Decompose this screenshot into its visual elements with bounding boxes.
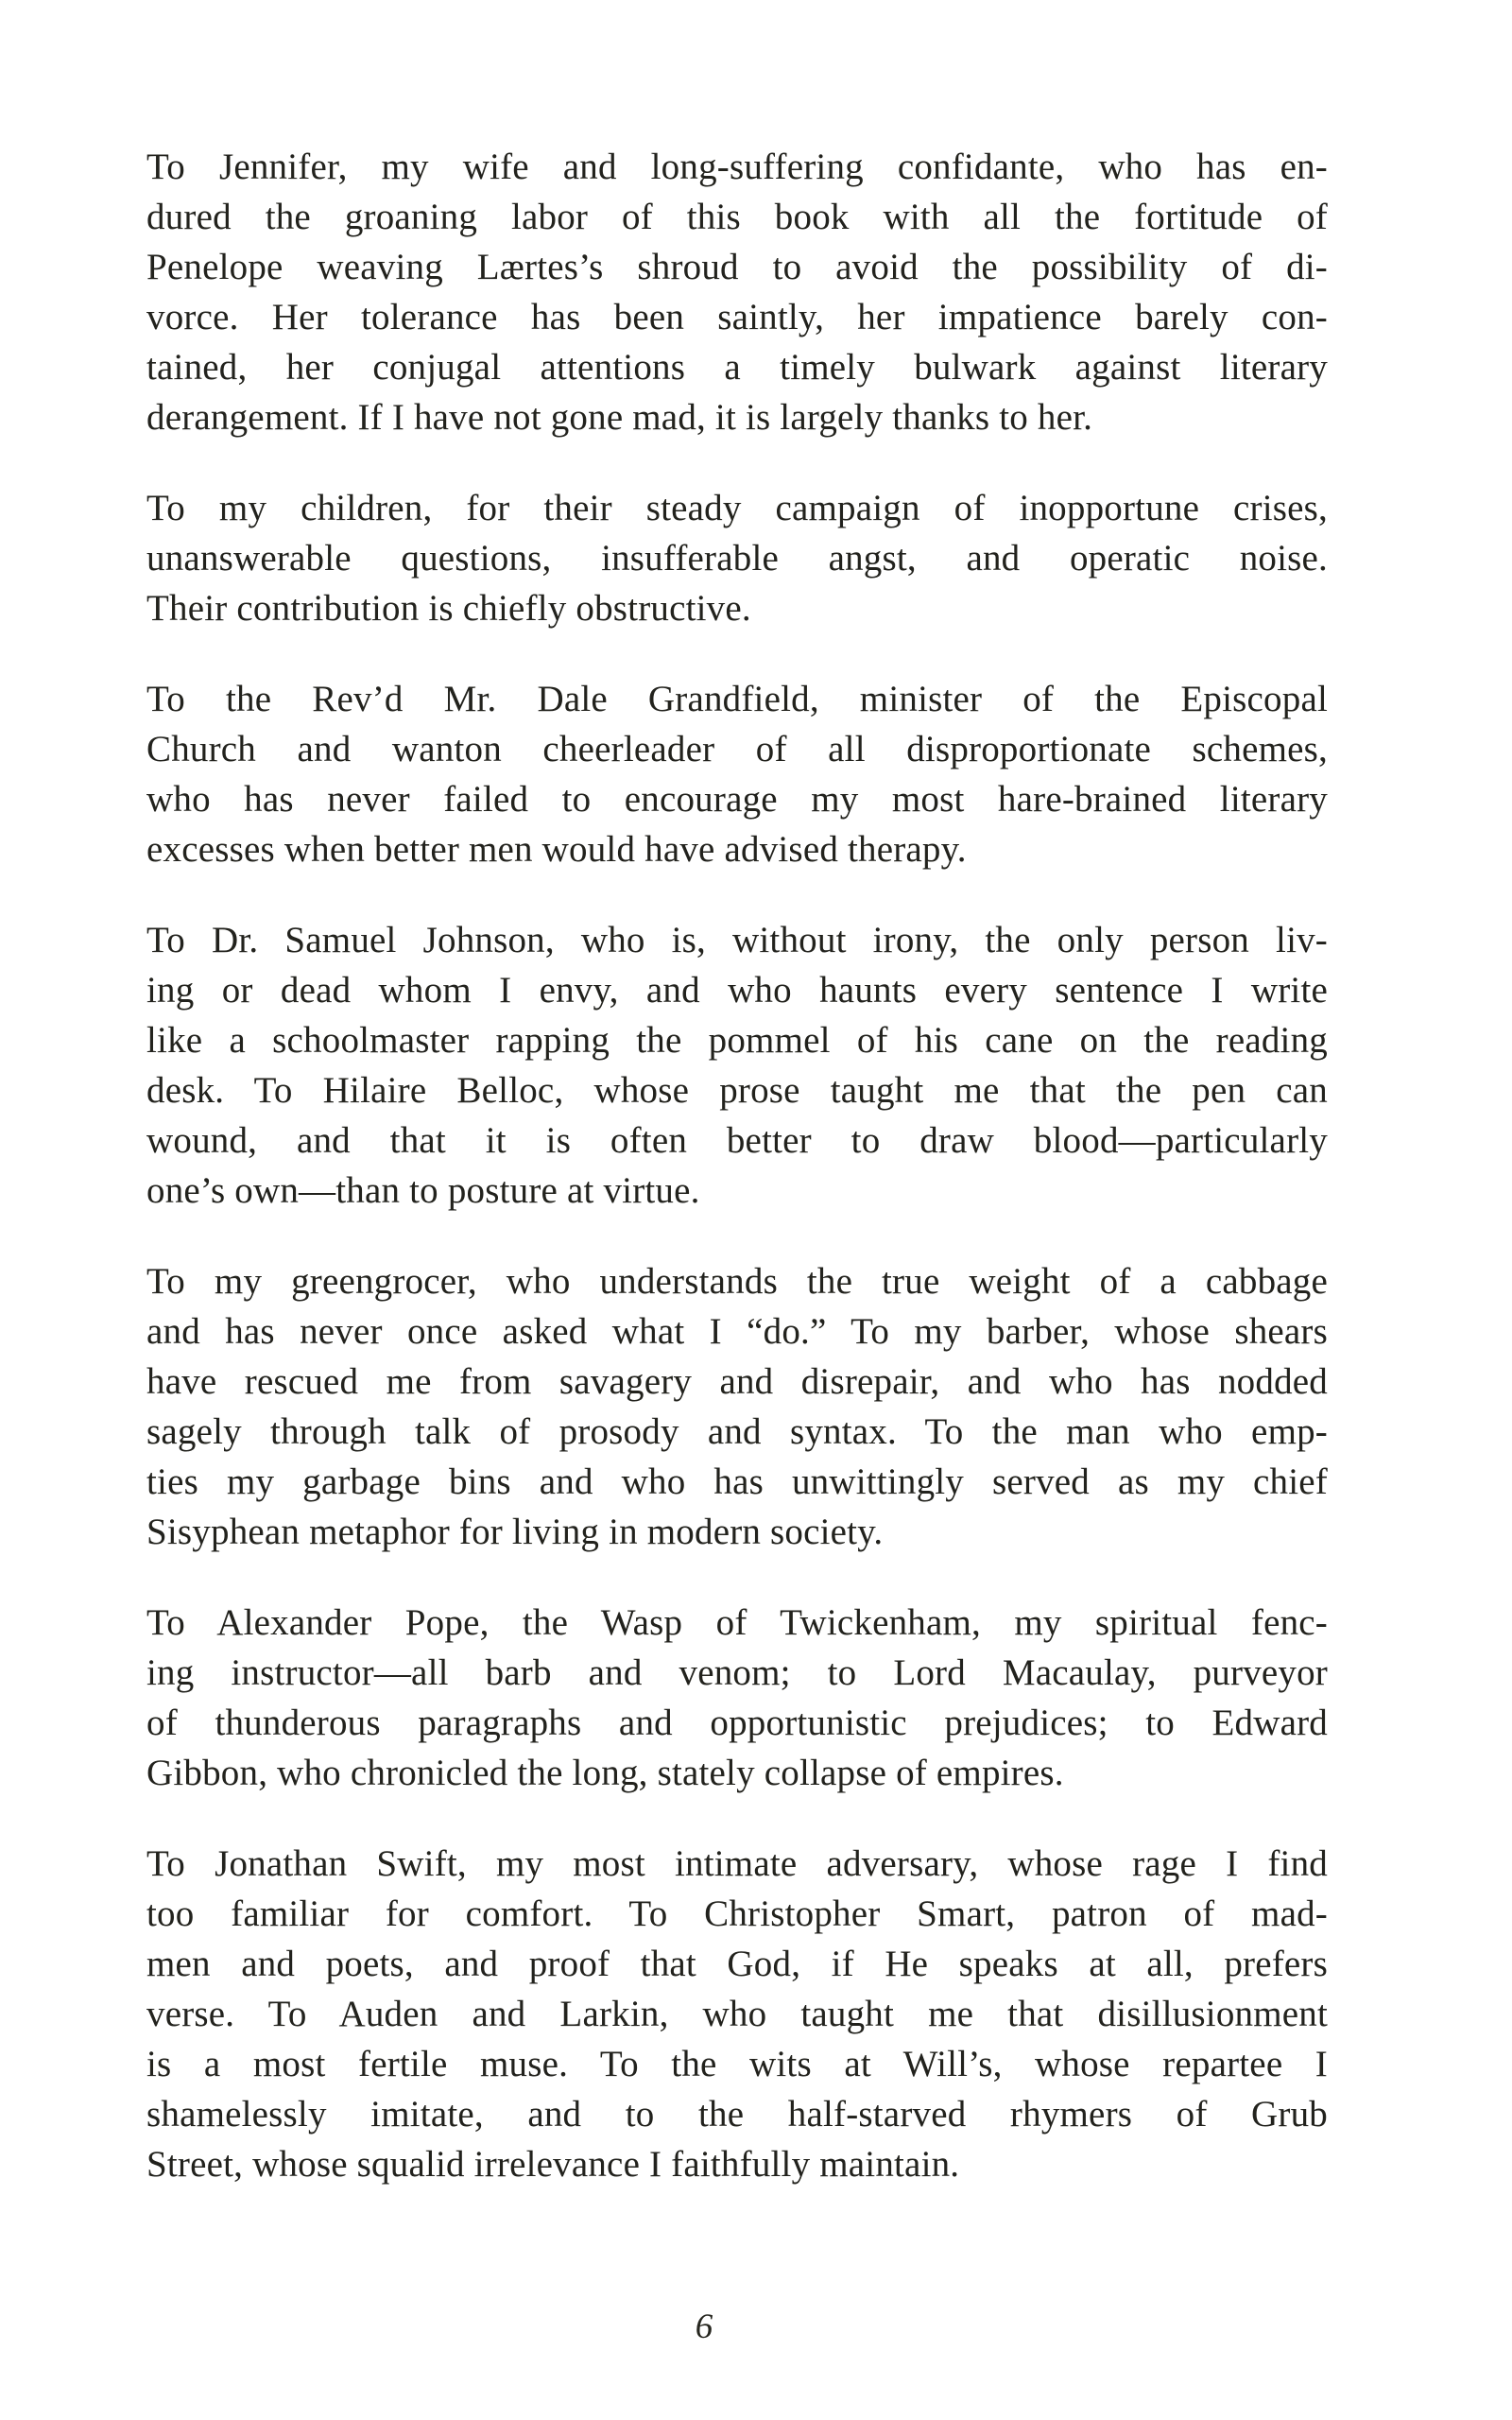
text-line: excesses when better men would have advised therapy. <box>146 829 967 870</box>
text-line: To the Rev’d Mr. Dale Grandfield, minister of the Episcopal <box>146 679 1328 719</box>
dedication-text <box>146 142 1328 2230</box>
text-line: one’s own—than to posture at virtue. <box>146 1170 700 1211</box>
text-line: derangement. If I have not gone mad, it is largely thanks to her. <box>146 397 1093 438</box>
dedication-paragraph <box>146 1598 1328 1798</box>
text-line: To Dr. Samuel Johnson, who is, without irony, the only person liv- <box>146 920 1328 960</box>
text-line: is a most fertile muse. To the wits at Will’s, whose repartee I <box>146 2044 1328 2084</box>
text-line: unanswerable questions, insufferable angst, and operatic noise. <box>146 538 1328 579</box>
text-line: have rescued me from savagery and disrepair, and who has nodded <box>146 1361 1328 1402</box>
text-line: dured the groaning labor of this book with all the fortitude of <box>146 197 1328 237</box>
text-line: of thunderous paragraphs and opportunistic prejudices; to Edward <box>146 1703 1328 1743</box>
text-line: shamelessly imitate, and to the half-starved rhymers of Grub <box>146 2094 1328 2135</box>
text-line: sagely through talk of prosody and syntax. To the man who emp- <box>146 1411 1328 1452</box>
text-line: ties my garbage bins and who has unwittingly served as my chief <box>146 1461 1328 1502</box>
text-line: who has never failed to encourage my most hare-brained literary <box>146 779 1328 820</box>
text-line: To Alexander Pope, the Wasp of Twickenham, my spiritual fenc- <box>146 1602 1328 1643</box>
text-line: To my children, for their steady campaign of inopportune crises, <box>146 488 1328 528</box>
text-line: like a schoolmaster rapping the pommel of his cane on the reading <box>146 1020 1328 1061</box>
text-line: Church and wanton cheerleader of all disproportionate schemes, <box>146 729 1328 769</box>
text-line: Their contribution is chiefly obstructive. <box>146 588 751 629</box>
dedication-paragraph <box>146 674 1328 874</box>
page-number: 6 <box>695 2308 713 2346</box>
dedication-paragraph <box>146 1839 1328 2189</box>
text-line: and has never once asked what I “do.” To my barber, whose shears <box>146 1311 1328 1352</box>
dedication-paragraph <box>146 142 1328 442</box>
dedication-paragraph <box>146 915 1328 1216</box>
text-line: desk. To Hilaire Belloc, whose prose taught me that the pen can <box>146 1070 1328 1111</box>
text-line: vorce. Her tolerance has been saintly, her impatience barely con- <box>146 297 1328 337</box>
dedication-paragraph <box>146 1256 1328 1557</box>
text-line: Gibbon, who chronicled the long, stately collapse of empires. <box>146 1753 1064 1793</box>
text-line: To my greengrocer, who understands the true weight of a cabbage <box>146 1261 1328 1302</box>
dedication-paragraph <box>146 483 1328 633</box>
text-line: wound, and that it is often better to draw blood—particularly <box>146 1120 1328 1161</box>
text-line: Street, whose squalid irrelevance I faithfully maintain. <box>146 2144 960 2185</box>
text-line: too familiar for comfort. To Christopher Smart, patron of mad- <box>146 1893 1328 1934</box>
text-line: ing or dead whom I envy, and who haunts every sentence I write <box>146 970 1328 1011</box>
text-line: verse. To Auden and Larkin, who taught me that disillusionment <box>146 1994 1328 2034</box>
text-line: Sisyphean metaphor for living in modern society. <box>146 1512 884 1552</box>
text-line: ing instructor—all barb and venom; to Lord Macaulay, purveyor <box>146 1652 1328 1693</box>
text-line: Penelope weaving Lærtes’s shroud to avoid the possibility of di- <box>146 247 1328 287</box>
text-line: tained, her conjugal attentions a timely bulwark against literary <box>146 347 1328 388</box>
text-line: To Jennifer, my wife and long-suffering confidante, who has en- <box>146 147 1328 187</box>
text-line: men and poets, and proof that God, if He speaks at all, prefers <box>146 1944 1328 1984</box>
text-line: To Jonathan Swift, my most intimate adversary, whose rage I find <box>146 1843 1328 1884</box>
